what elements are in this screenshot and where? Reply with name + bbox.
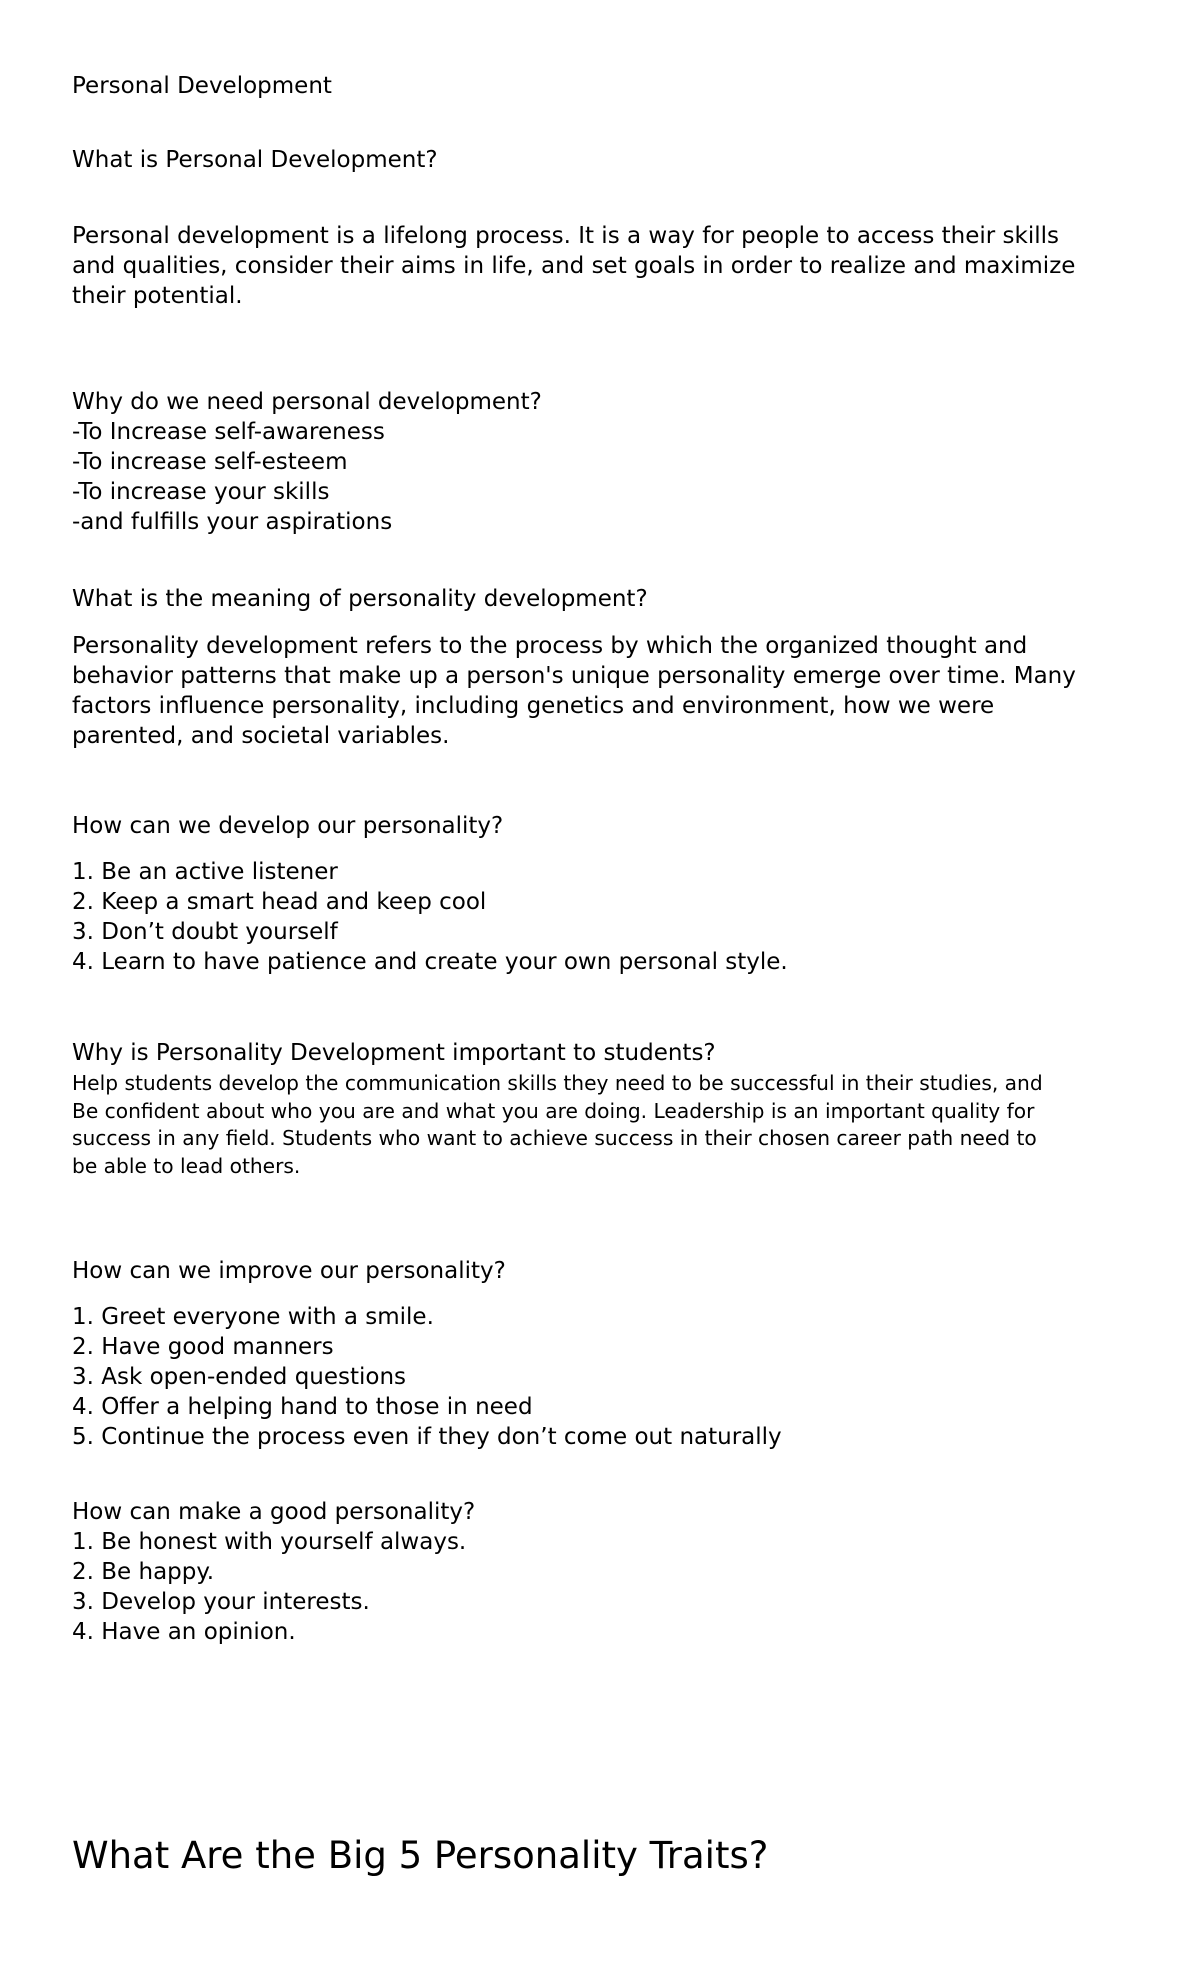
heading-how-improve-personality: How can we improve our personality? bbox=[72, 1258, 506, 1284]
list-item: -To Increase self-awareness bbox=[72, 419, 385, 445]
list-item: -To increase your skills bbox=[72, 479, 330, 505]
paragraph-line: parented, and societal variables. bbox=[72, 723, 450, 749]
paragraph-line: and qualities, consider their aims in life, and set goals in order to realize and maximize bbox=[72, 253, 1076, 279]
list-item: 3. Don’t doubt yourself bbox=[72, 919, 338, 945]
heading-meaning-of-personality-development: What is the meaning of personality development? bbox=[72, 586, 648, 612]
section-make-good-personality bbox=[72, 1497, 1142, 1647]
heading-make-good-personality: How can make a good personality? bbox=[72, 1499, 476, 1525]
paragraph-importance-to-students bbox=[72, 1070, 1162, 1180]
list-item: 2. Have good manners bbox=[72, 1334, 334, 1360]
list-improve-personality bbox=[72, 1302, 1142, 1452]
paragraph-line: be able to lead others. bbox=[72, 1153, 301, 1178]
paragraph-line: Personal development is a lifelong process. It is a way for people to access their skills bbox=[72, 223, 1060, 249]
heading-importance-to-students: Why is Personality Development important to students? bbox=[72, 1040, 716, 1066]
list-item: -To increase self-esteem bbox=[72, 449, 348, 475]
list-develop-personality bbox=[72, 857, 1142, 977]
list-item: 1. Be honest with yourself always. bbox=[72, 1529, 467, 1555]
list-item: 4. Offer a helping hand to those in need bbox=[72, 1394, 533, 1420]
section-why-need-personal-development bbox=[72, 387, 1142, 537]
list-item: 2. Be happy. bbox=[72, 1559, 215, 1585]
paragraph-line: behavior patterns that make up a person's unique personality emerge over time. Many bbox=[72, 663, 1076, 689]
list-item: 3. Develop your interests. bbox=[72, 1589, 370, 1615]
list-item: 3. Ask open-ended questions bbox=[72, 1364, 407, 1390]
list-item: 5. Continue the process even if they don’t come out naturally bbox=[72, 1424, 782, 1450]
paragraph-personal-development-definition bbox=[72, 221, 1142, 311]
list-item: 4. Learn to have patience and create your own personal style. bbox=[72, 949, 788, 975]
heading-why-need-personal-development: Why do we need personal development? bbox=[72, 389, 542, 415]
list-item: -and fulfills your aspirations bbox=[72, 509, 393, 535]
heading-big-5-personality-traits: What Are the Big 5 Personality Traits? bbox=[72, 1834, 769, 1877]
heading-how-develop-personality: How can we develop our personality? bbox=[72, 813, 504, 839]
paragraph-line: factors influence personality, including genetics and environment, how we were bbox=[72, 693, 995, 719]
paragraph-line: success in any field. Students who want to achieve success in their chosen career path need to bbox=[72, 1126, 1037, 1150]
heading-what-is-personal-development: What is Personal Development? bbox=[72, 147, 438, 173]
paragraph-line: Be confident about who you are and what you are doing. Leadership is an important quality for bbox=[72, 1098, 1035, 1123]
paragraph-line: Personality development refers to the process by which the organized thought and bbox=[72, 633, 1028, 659]
paragraph-line: their potential. bbox=[72, 283, 243, 309]
list-item: 1. Be an active listener bbox=[72, 859, 338, 885]
list-item: 4. Have an opinion. bbox=[72, 1619, 296, 1645]
list-item: 1. Greet everyone with a smile. bbox=[72, 1304, 434, 1330]
paragraph-personality-development-definition bbox=[72, 631, 1142, 751]
document-title: Personal Development bbox=[72, 73, 332, 99]
list-item: 2. Keep a smart head and keep cool bbox=[72, 889, 487, 915]
paragraph-line: Help students develop the communication skills they need to be successful in their studies, and bbox=[72, 1071, 1043, 1095]
